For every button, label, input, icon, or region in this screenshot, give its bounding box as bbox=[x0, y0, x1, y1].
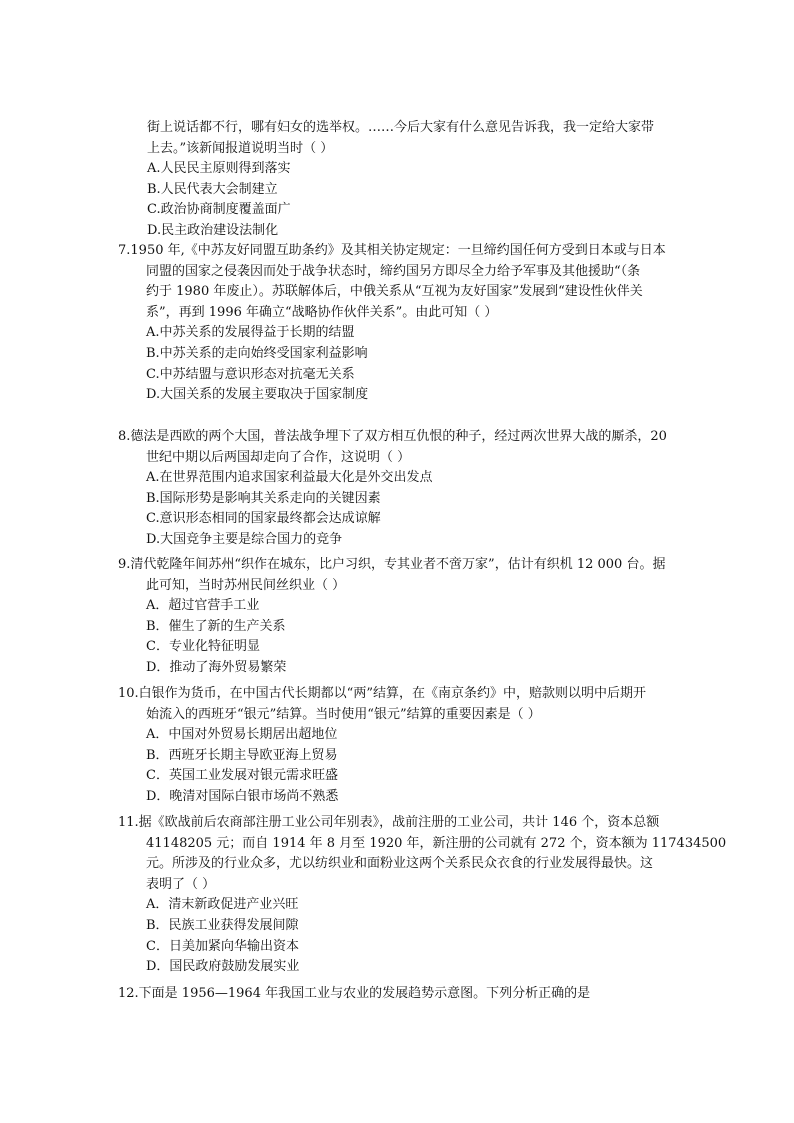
option-c: C．日美加紧向华输出资本 bbox=[146, 938, 299, 954]
question-continued bbox=[147, 118, 707, 242]
question-11 bbox=[118, 813, 727, 978]
question-text-line: 约于 1980 年废止）。苏联解体后，中俄关系从“互视为友好国家”发展到“建设性伙伴关 bbox=[146, 284, 643, 300]
option-a: A．超过官营手工业 bbox=[146, 598, 260, 614]
option-c: C.中苏结盟与意识形态对抗毫无关系 bbox=[146, 366, 355, 382]
option-d: D.大国竞争主要是综合国力的竞争 bbox=[146, 531, 343, 547]
option-a: A.中苏关系的发展得益于长期的结盟 bbox=[146, 325, 355, 341]
option-b: B．民族工业获得发展间隙 bbox=[146, 917, 299, 933]
option-d: D．国民政府鼓励发展实业 bbox=[146, 959, 300, 975]
option-a: A.人民民主原则得到落实 bbox=[147, 161, 291, 177]
question-text-line: 8.德法是西欧的两个大国，普法战争埋下了双方相互仇恨的种子，经过两次世界大战的厮杀，20 bbox=[118, 429, 667, 444]
question-text-line: 元。所涉及的行业众多，尤以纺织业和面粉业这两个关系民众衣食的行业发展得最快。这 bbox=[146, 856, 654, 872]
option-d: D.民主政治建设法制化 bbox=[147, 222, 279, 238]
question-text-line: 始流入的西班牙“银元”结算。当时使用“银元”结算的重要因素是（ ） bbox=[146, 706, 541, 722]
question-text-line: 街上说话都不行，哪有妇女的选举权。……今后大家有什么意见告诉我，我一定给大家带 bbox=[147, 120, 655, 135]
option-b: B．催生了新的生产关系 bbox=[146, 618, 286, 634]
option-b: B.中苏关系的走向始终受国家利益影响 bbox=[146, 345, 368, 361]
option-a: A.在世界范围内追求国家利益最大化是外交出发点 bbox=[146, 470, 433, 486]
option-d: D．晚清对国际白银市场尚不熟悉 bbox=[146, 788, 339, 804]
option-c: C．英国工业发展对银元需求旺盛 bbox=[146, 768, 338, 784]
question-7 bbox=[118, 241, 678, 406]
option-c: C.意识形态相同的国家最终都会达成谅解 bbox=[146, 511, 381, 527]
question-text-line: 12.下面是 1956—1964 年我国工业与农业的发展趋势示意图。下列分析正确的是 bbox=[118, 986, 591, 1001]
question-text-line: 此可知，当时苏州民间丝织业（ ） bbox=[146, 577, 346, 593]
option-d: D.大国关系的发展主要取决于国家制度 bbox=[146, 387, 369, 403]
option-a: A．中国对外贸易长期居出超地位 bbox=[146, 727, 338, 743]
question-text-line: 上去。”该新闻报道说明当时（ ） bbox=[147, 140, 334, 156]
question-text-line: 表明了（ ） bbox=[146, 876, 216, 892]
question-text-line: 10.白银作为货币，在中国古代长期都以“两”结算，在《南京条约》中，赔款则以明中后期开 bbox=[118, 686, 646, 701]
option-c: C.政治协商制度覆盖面广 bbox=[147, 202, 291, 218]
question-text-line: 41148205 元；而自 1914 年 8 月至 1920 年，新注册的公司就有 272 个，资本额为 117434500 bbox=[146, 835, 727, 851]
question-text-line: 9.清代乾隆年间苏州“织作在城东，比户习织，专其业者不啻万家”，估计有织机 12 000 台。据 bbox=[118, 557, 666, 572]
question-text-line: 世纪中期以后两国却走向了合作，这说明（ ） bbox=[146, 449, 411, 465]
question-8 bbox=[118, 427, 678, 551]
option-b: B.人民代表大会制建立 bbox=[147, 181, 278, 197]
option-a: A．清末新政促进产业兴旺 bbox=[146, 897, 299, 913]
option-b: B．西班牙长期主导欧亚海上贸易 bbox=[146, 747, 338, 763]
question-12 bbox=[118, 984, 678, 1005]
option-b: B.国际形势是影响其关系走向的关键因素 bbox=[146, 490, 381, 506]
question-text-line: 同盟的国家之侵袭因而处于战争状态时，缔约国另方即尽全力给予军事及其他援助“（条 bbox=[146, 263, 641, 279]
option-d: D．推动了海外贸易繁荣 bbox=[146, 659, 287, 675]
question-9 bbox=[118, 555, 678, 679]
question-text-line: 11.据《欧战前后农商部注册工业公司年别表》，战前注册的工业公司，共计 146 个，资本总额 bbox=[118, 815, 660, 830]
question-10 bbox=[118, 684, 678, 808]
question-text-line: 7.1950 年,《中苏友好同盟互助条约》及其相关协定规定：一旦缔约国任何方受到日本或与日本 bbox=[118, 243, 666, 258]
option-c: C．专业化特征明显 bbox=[146, 639, 260, 655]
question-text-line: 系”，再到 1996 年确立“战略协作伙伴关系”。由此可知（ ） bbox=[146, 304, 498, 320]
